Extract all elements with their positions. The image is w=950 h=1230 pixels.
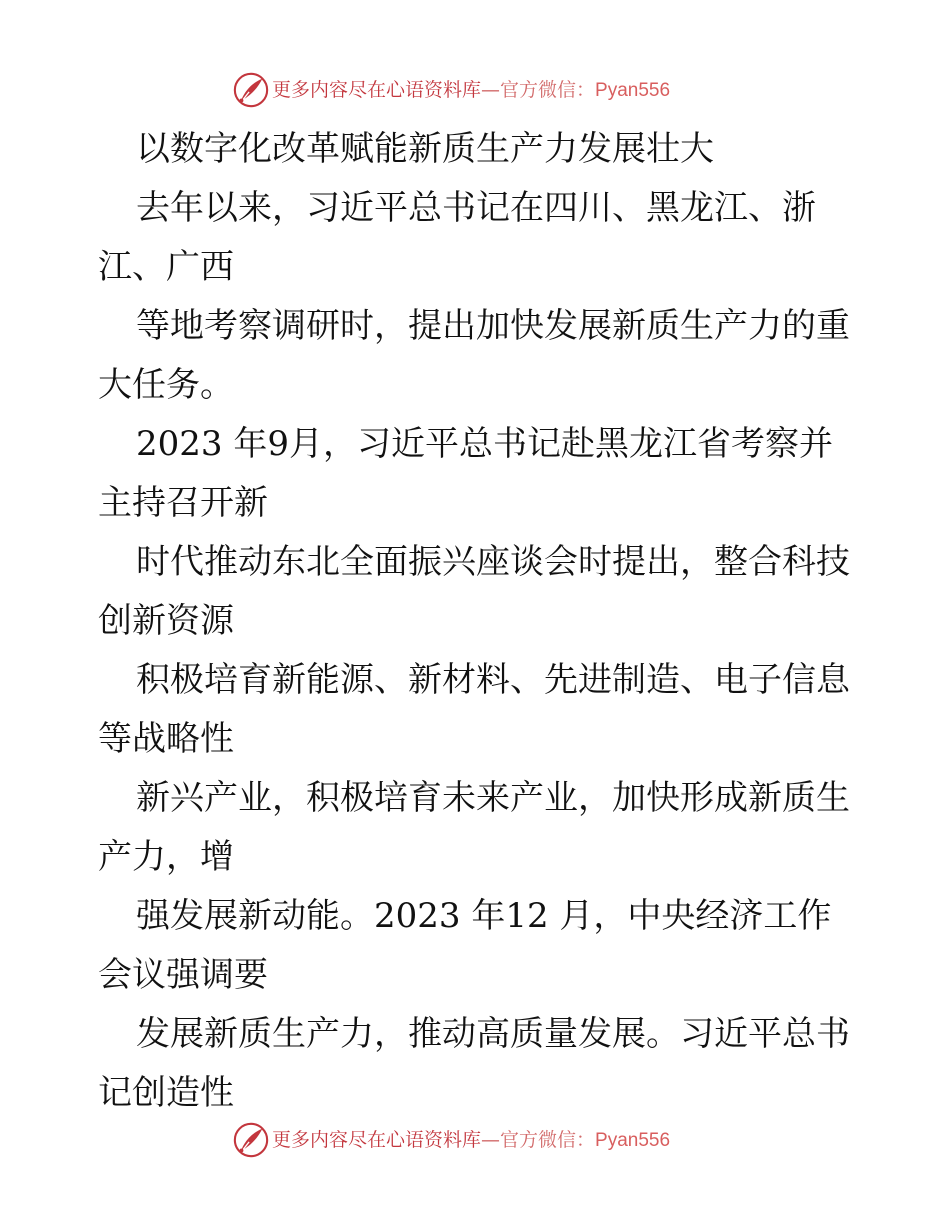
paragraph-line: 强发展新动能。2023 年12 月，中央经济工作 — [136, 896, 832, 936]
feather-pen-logo-icon — [232, 1121, 270, 1159]
banner-wechat-id: Pyan556 — [595, 79, 671, 101]
header-banner — [232, 70, 732, 110]
paragraph-line: 会议强调要 — [98, 955, 268, 995]
paragraph-line: 主持召开新 — [98, 483, 268, 523]
document-title: 以数字化改革赋能新质生产力发展壮大 — [136, 129, 714, 169]
paragraph-line: 发展新质生产力，推动高质量发展。习近平总书 — [136, 1014, 850, 1054]
document-body — [98, 120, 858, 1123]
banner-wechat-label: 官方微信： — [500, 1128, 596, 1151]
paragraph-line: 等战略性 — [98, 719, 234, 759]
paragraph-line: 大任务。 — [98, 365, 234, 405]
paragraph-line: 产力，增 — [98, 837, 234, 877]
paragraph-line: 2023 年9月，习近平总书记赴黑龙江省考察并 — [136, 424, 833, 464]
feather-pen-logo-icon — [232, 71, 270, 109]
footer-banner — [232, 1120, 732, 1160]
paragraph-line: 江、广西 — [98, 247, 234, 287]
paragraph-line: 等地考察调研时，提出加快发展新质生产力的重 — [136, 306, 850, 346]
paragraph-line: 新兴产业，积极培育未来产业，加快形成新质生 — [136, 778, 850, 818]
paragraph-line: 记创造性 — [98, 1073, 234, 1113]
banner-dash: — — [481, 78, 501, 101]
banner-main-text: 更多内容尽在心语资料库 — [272, 1128, 482, 1151]
paragraph-line: 创新资源 — [98, 601, 234, 641]
banner-wechat-label: 官方微信： — [500, 78, 596, 101]
paragraph-line: 积极培育新能源、新材料、先进制造、电子信息 — [136, 660, 850, 700]
paragraph-line: 去年以来，习近平总书记在四川、黑龙江、浙 — [136, 188, 816, 228]
banner-main-text: 更多内容尽在心语资料库 — [272, 78, 482, 101]
banner-wechat-id: Pyan556 — [595, 1129, 671, 1151]
banner-dash: — — [481, 1128, 501, 1151]
paragraph-line: 时代推动东北全面振兴座谈会时提出，整合科技 — [136, 542, 850, 582]
